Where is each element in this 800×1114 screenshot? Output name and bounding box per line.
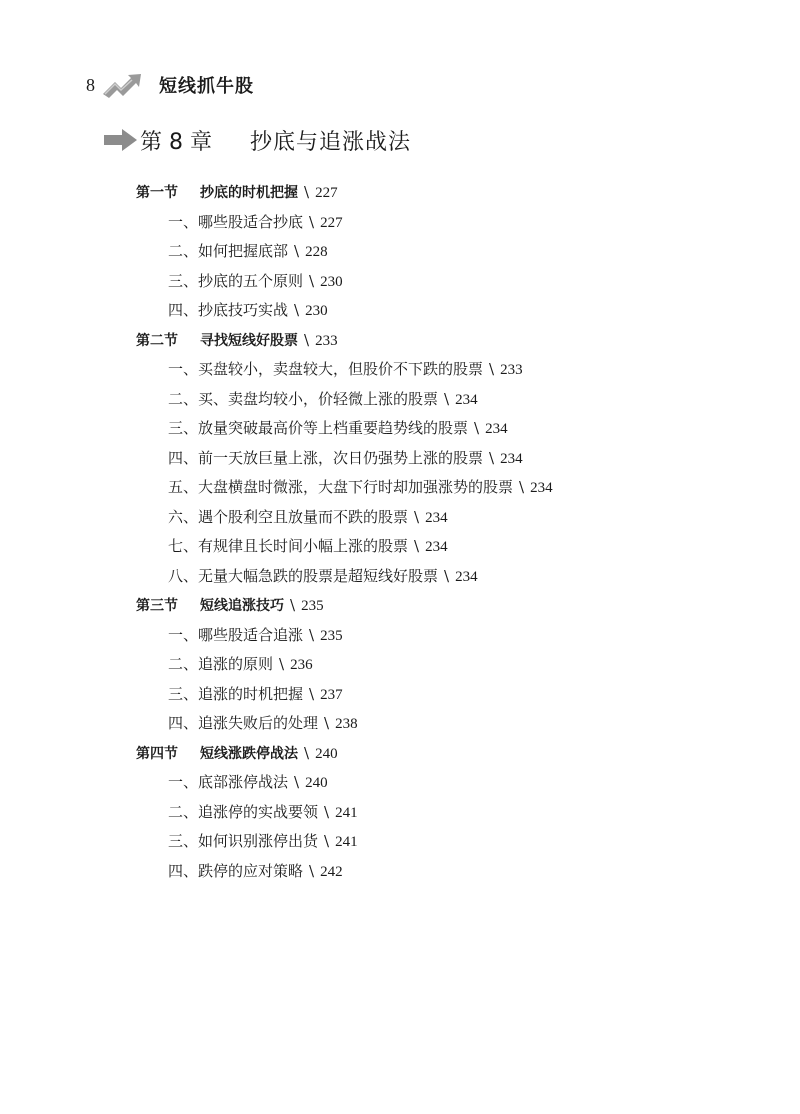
toc-subsection-entry[interactable] [136, 414, 756, 444]
page-separator: \ [309, 271, 315, 290]
page-separator: \ [489, 360, 495, 378]
toc-subsection-entry[interactable] [136, 827, 756, 857]
page-ref: 234 [425, 509, 448, 526]
page-separator: \ [304, 330, 310, 349]
page-separator: \ [444, 389, 450, 408]
page-ref: 234 [485, 421, 508, 437]
subsection-title: 四、跌停的应对策略 [168, 861, 304, 880]
page-separator: \ [414, 537, 420, 555]
toc-section-entry[interactable] [136, 739, 756, 769]
page-ref: 230 [320, 273, 343, 290]
page-separator: \ [290, 596, 296, 614]
page-ref: 234 [425, 539, 448, 555]
page-separator: \ [324, 802, 330, 821]
page-ref: 242 [320, 863, 343, 880]
page-ref: 241 [335, 834, 358, 850]
subsection-title: 一、底部涨停战法 [168, 773, 289, 791]
subsection-title: 三、追涨的时机把握 [168, 684, 304, 703]
subsection-title: 六、遇个股利空且放量而不跌的股票 [168, 507, 409, 526]
page-ref: 234 [455, 568, 478, 585]
subsection-title: 二、追涨的原则 [168, 655, 274, 673]
toc-subsection-entry[interactable] [136, 503, 756, 533]
toc-section-entry[interactable] [136, 178, 756, 208]
book-title: 短线抓牛股 [159, 76, 254, 97]
subsection-title: 三、放量突破最高价等上档重要趋势线的股票 [168, 419, 469, 437]
toc-subsection-entry[interactable] [136, 562, 756, 592]
page-ref: 234 [455, 391, 478, 408]
page-separator: \ [444, 566, 450, 585]
toc-subsection-entry[interactable] [136, 680, 756, 710]
page-separator: \ [414, 507, 420, 526]
toc-subsection-entry[interactable] [136, 385, 756, 415]
toc-subsection-entry[interactable] [136, 355, 756, 385]
page-ref: 238 [335, 716, 358, 732]
page-separator: \ [324, 714, 330, 732]
section-title: 寻找短线好股票 [200, 332, 298, 349]
subsection-title: 八、无量大幅急跌的股票是超短线好股票 [168, 566, 439, 585]
page-separator: \ [304, 743, 310, 762]
page-separator: \ [309, 684, 315, 703]
subsection-title: 四、抄底技巧实战 [168, 301, 289, 319]
subsection-title: 一、买盘较小，卖盘较大，但股价不下跌的股票 [168, 360, 484, 378]
subsection-title: 一、哪些股适合抄底 [168, 212, 304, 231]
page-ref: 228 [305, 244, 328, 260]
chapter-number: 第 8 章 [140, 129, 212, 155]
toc-subsection-entry[interactable] [136, 650, 756, 680]
page-separator: \ [309, 861, 315, 880]
page-separator: \ [279, 655, 285, 673]
toc-subsection-entry[interactable] [136, 444, 756, 474]
page-ref: 233 [500, 362, 523, 378]
page-ref: 234 [530, 480, 553, 496]
page-separator: \ [324, 832, 330, 850]
subsection-title: 二、如何把握底部 [168, 242, 289, 260]
page-separator: \ [294, 242, 300, 260]
subsection-title: 二、买、卖盘均较小，价轻微上涨的股票 [168, 389, 439, 408]
section-label: 第四节 [136, 745, 178, 762]
page-ref: 235 [320, 627, 343, 644]
bull-arrow-logo-icon [101, 72, 153, 98]
toc-section-entry[interactable] [136, 326, 756, 356]
subsection-title: 三、如何识别涨停出货 [168, 832, 319, 850]
page-ref: 227 [320, 214, 343, 231]
subsection-title: 一、哪些股适合追涨 [168, 625, 304, 644]
subsection-title: 四、前一天放巨量上涨，次日仍强势上涨的股票 [168, 448, 484, 467]
page-ref: 241 [335, 804, 358, 821]
subsection-title: 七、有规律且长时间小幅上涨的股票 [168, 537, 409, 555]
page-ref: 240 [305, 775, 328, 791]
section-title: 抄底的时机把握 [200, 185, 298, 201]
page-ref: 237 [320, 686, 343, 703]
table-of-contents [136, 178, 756, 886]
page-ref: 234 [500, 450, 523, 467]
toc-subsection-entry[interactable] [136, 621, 756, 651]
page-ref: 236 [290, 657, 313, 673]
toc-subsection-entry[interactable] [136, 208, 756, 238]
page-ref: 227 [315, 185, 338, 201]
toc-subsection-entry[interactable] [136, 768, 756, 798]
page-separator: \ [304, 183, 310, 201]
page-number: 8 [86, 74, 95, 95]
page-ref: 233 [315, 332, 338, 349]
page-ref: 235 [301, 598, 324, 614]
subsection-title: 五、大盘横盘时微涨，大盘下行时却加强涨势的股票 [168, 478, 514, 496]
toc-subsection-entry[interactable] [136, 798, 756, 828]
section-label: 第一节 [136, 185, 178, 201]
chapter-title: 抄底与追涨战法 [249, 129, 411, 155]
page-ref: 240 [315, 745, 338, 762]
section-title: 短线涨跌停战法 [200, 745, 298, 762]
page-separator: \ [294, 773, 300, 791]
toc-subsection-entry[interactable] [136, 532, 756, 562]
page-separator: \ [294, 301, 300, 319]
toc-section-entry[interactable] [136, 591, 756, 621]
toc-subsection-entry[interactable] [136, 237, 756, 267]
section-label: 第三节 [136, 598, 178, 614]
section-label: 第二节 [136, 332, 178, 349]
page-separator: \ [309, 625, 315, 644]
chapter-heading [104, 122, 411, 158]
page-separator: \ [519, 478, 525, 496]
subsection-title: 二、追涨停的实战要领 [168, 802, 319, 821]
page-separator: \ [489, 448, 495, 467]
page-separator: \ [474, 419, 480, 437]
arrow-right-icon [104, 128, 138, 152]
running-header [86, 70, 254, 100]
toc-subsection-entry[interactable] [136, 473, 756, 503]
page-ref: 230 [305, 303, 328, 319]
toc-subsection-entry[interactable] [136, 267, 756, 297]
page-separator: \ [309, 212, 315, 231]
toc-subsection-entry[interactable] [136, 709, 756, 739]
section-title: 短线追涨技巧 [200, 598, 284, 614]
subsection-title: 三、抄底的五个原则 [168, 271, 304, 290]
toc-subsection-entry[interactable] [136, 296, 756, 326]
toc-subsection-entry[interactable] [136, 857, 756, 887]
subsection-title: 四、追涨失败后的处理 [168, 714, 319, 732]
